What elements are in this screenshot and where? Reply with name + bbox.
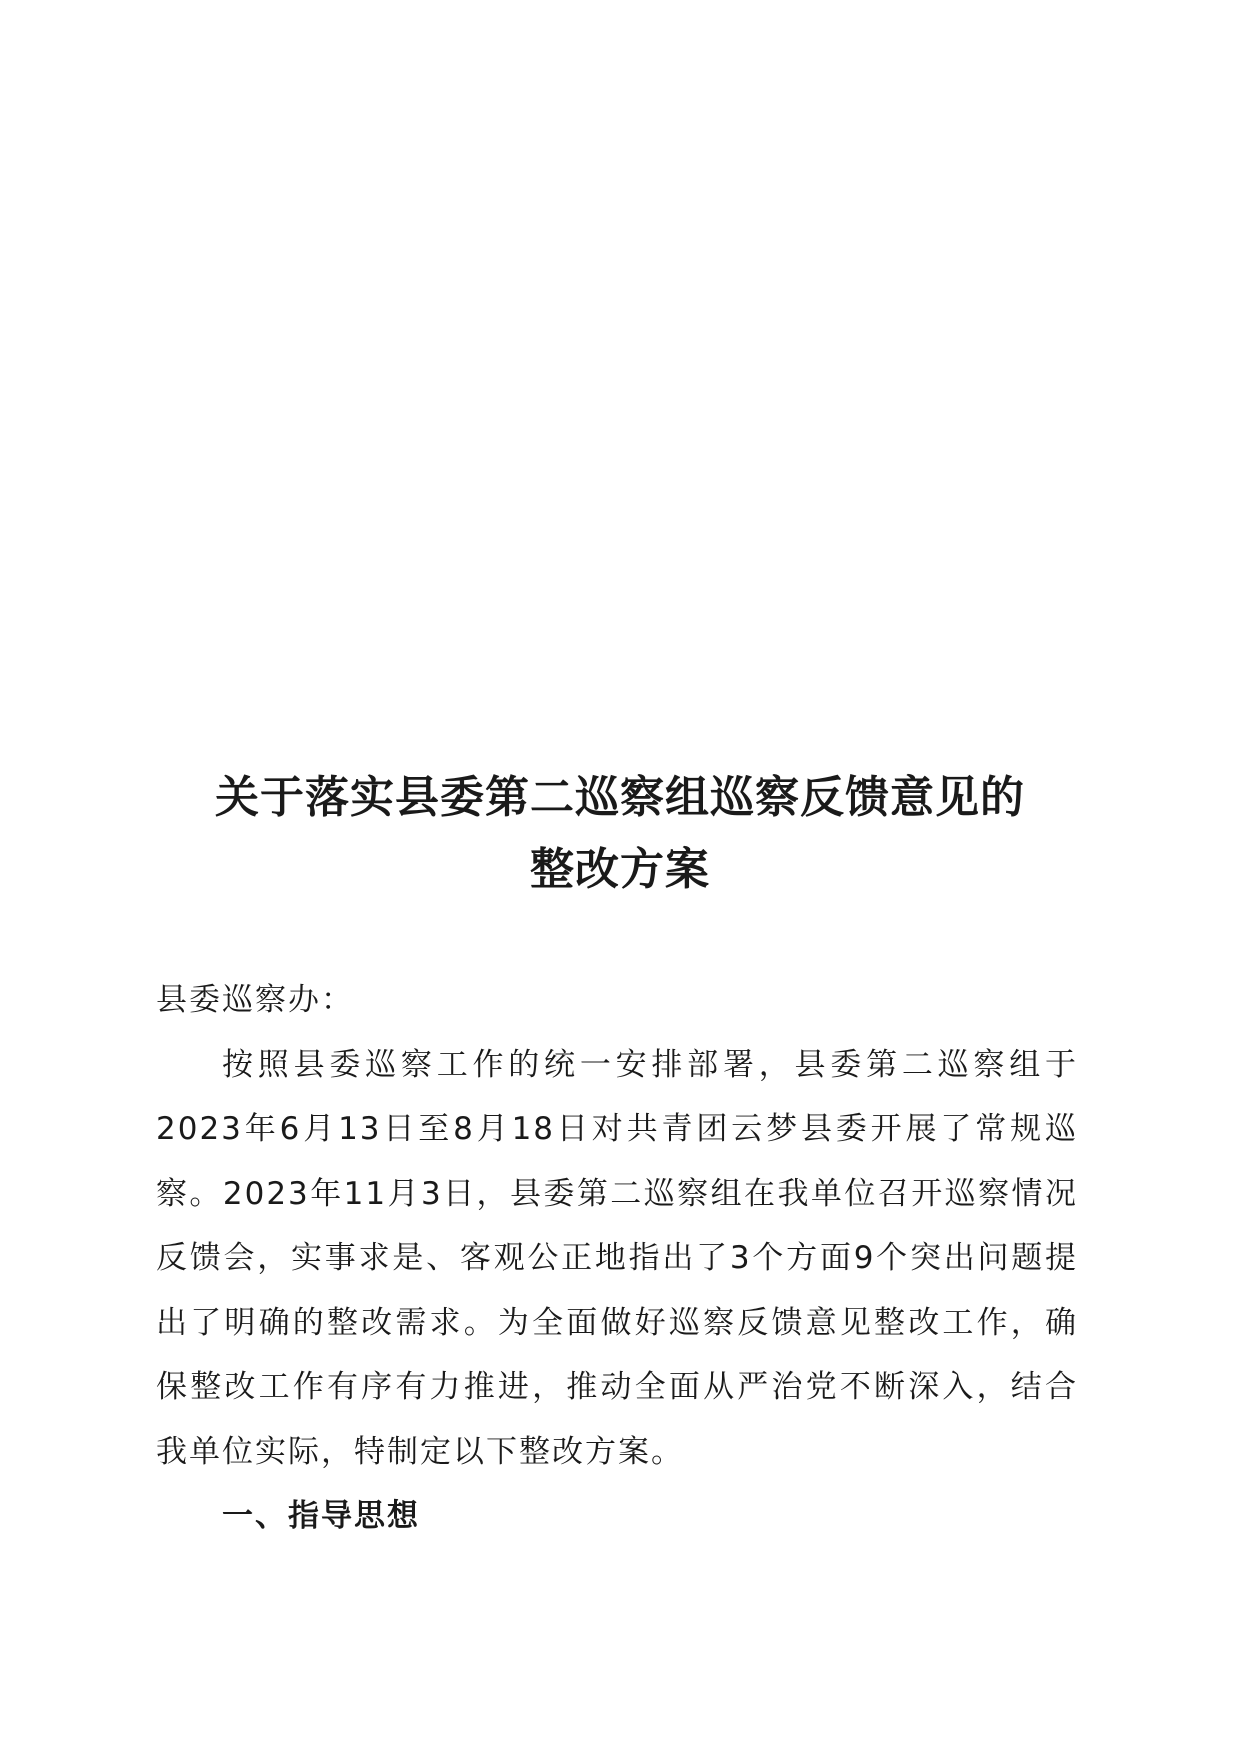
document-body: [156, 968, 1078, 1549]
intro-paragraph: 按照县委巡察工作的统一安排部署，县委第二巡察组于2023年6月13日至8月18日对共青团云梦县委开展了常规巡察。2023年11月3日，县委第二巡察组在我单位召开巡察情况反馈会，实事求是、客观公正地指出了3个方面9个突出问题提出了明确的整改需求。为全面做好巡察反馈意见整改工作，确保整改工作有序有力推进，推动全面从严治党不断深入，结合我单位实际，特制定以下整改方案。: [156, 1046, 1078, 1470]
document-title: [0, 762, 1240, 906]
title-line-1: 关于落实县委第二巡察组巡察反馈意见的: [215, 772, 1025, 823]
section-heading-guiding-ideology: 一、指导思想: [222, 1498, 420, 1534]
title-line-2: 整改方案: [530, 844, 710, 895]
salutation: 县委巡察办：: [156, 982, 354, 1018]
